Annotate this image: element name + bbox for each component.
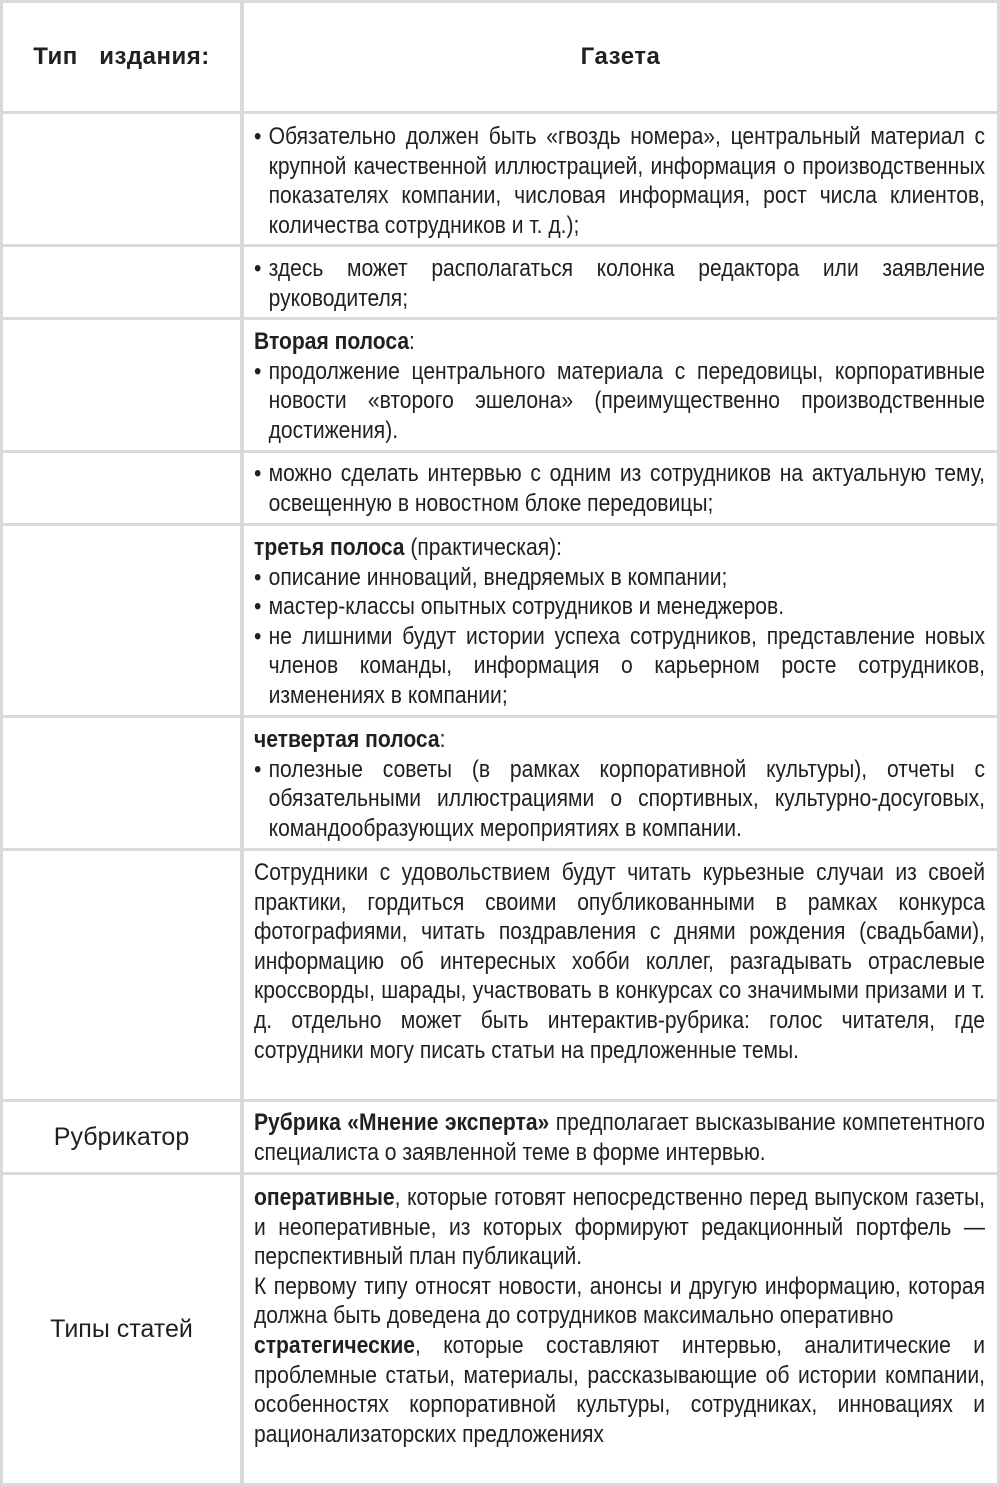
table-header-row	[0, 3, 1000, 111]
paragraph: стратегические, которые составляют интервью, аналитические и проблемные статьи, материалы, рассказывающие об истории компании, особенностях корпоративной культуры, сотрудниках, инновациях и рационализаторских предложениях	[254, 1331, 985, 1448]
header-type-label: Тип издания:	[33, 43, 210, 70]
paragraph: оперативные, которые готовят непосредственно перед выпуском газеты, и неоперативные, из которых формируют редакционный портфель — перспективный план публикаций.	[254, 1184, 985, 1271]
list-item: • полезные советы (в рамках корпоративной культуры), отчеты с обязательными иллюстрациями о спортивных, культурно-досуговых, командообразующих мероприятиях в компании.	[254, 755, 985, 842]
bullet-icon: •	[254, 755, 262, 783]
row-label-cell	[3, 1175, 240, 1483]
bullet-icon: •	[254, 460, 262, 487]
empty-cell	[3, 526, 240, 715]
content-cell	[244, 1175, 997, 1483]
empty-cell	[3, 718, 240, 848]
row-label: Типы статей	[50, 1314, 193, 1343]
list-item: • можно сделать интервью с одним из сотрудников на актуальную тему, освещенную в новостном блоке передовицы;	[254, 460, 985, 517]
row-label-cell	[3, 1102, 240, 1172]
section-heading: третья полоса (практическая):	[254, 534, 563, 561]
table-row	[0, 247, 1000, 317]
list-item: • Обязательно должен быть «гвоздь номера», центральный материал с крупной качественной иллюстрацией, информация о производственных показателях компании, числовая информация, рост числа клиентов, количества сотрудников и т. д.);	[254, 123, 985, 239]
list-item: • здесь может располагаться колонка редактора или заявление руководителя;	[254, 255, 985, 312]
content-cell	[244, 851, 997, 1099]
table-row	[0, 526, 1000, 715]
empty-cell	[3, 247, 240, 317]
table-row	[0, 114, 1000, 244]
paragraph: К первому типу относят новости, анонсы и другую информацию, которая должна быть доведена до сотрудников максимально оперативно	[254, 1272, 985, 1330]
bullet-icon: •	[254, 123, 262, 150]
content-cell	[244, 526, 997, 715]
paragraph: Сотрудники с удовольствием будут читать курьезные случаи из своей практики, гордиться своими опубликованными в рамках конкурса фотографиями, читать поздравления с днями рождения (свадьбами), информацию об интересных хобби коллег, разгадывать отраслевые кроссворды, шарады, участвовать в конкурсах со значимыми призами и т. д. отдельно может быть интерактив-рубрика: голос читателя, где сотрудники могу писать статьи на предложенные темы.	[254, 859, 985, 1064]
table-row	[0, 1102, 1000, 1172]
bullet-icon: •	[254, 593, 262, 621]
bullet-icon: •	[254, 255, 262, 282]
empty-cell	[3, 114, 240, 244]
content-cell	[244, 1102, 997, 1172]
empty-cell	[3, 851, 240, 1099]
content-cell	[244, 114, 997, 244]
content-cell	[244, 718, 997, 848]
bullet-icon: •	[254, 563, 262, 591]
paragraph: Рубрика «Мнение эксперта» предполагает высказывание компетентного специалиста о заявленной теме в форме интервью.	[254, 1109, 986, 1166]
empty-cell	[3, 320, 240, 450]
bullet-icon: •	[254, 357, 262, 385]
content-cell	[244, 247, 997, 317]
section-heading: Вторая полоса:	[254, 328, 415, 355]
header-cell-newspaper	[244, 3, 997, 111]
table-row	[0, 453, 1000, 523]
content-cell	[244, 320, 997, 450]
header-newspaper-label: Газета	[580, 43, 661, 70]
row-label: Рубрикатор	[53, 1122, 190, 1151]
list-item: • описание инноваций, внедряемых в компании;	[254, 563, 728, 591]
list-item: • продолжение центрального материала с передовицы, корпоративные новости «второго эшелона» (преимущественно производственные достижения).	[254, 357, 985, 444]
list-item: • не лишними будут истории успеха сотрудников, представление новых членов команды, информация о карьерном росте сотрудников, изменениях в компании;	[254, 622, 985, 709]
table-row	[0, 718, 1000, 848]
table-row	[0, 851, 1000, 1099]
empty-cell	[3, 453, 240, 523]
list-item: • мастер-классы опытных сотрудников и менеджеров.	[254, 593, 785, 621]
table-row	[0, 320, 1000, 450]
table-row	[0, 1175, 1000, 1483]
content-cell	[244, 453, 997, 523]
header-cell-type	[3, 3, 240, 111]
section-heading: четвертая полоса:	[254, 726, 446, 753]
bullet-icon: •	[254, 622, 262, 650]
